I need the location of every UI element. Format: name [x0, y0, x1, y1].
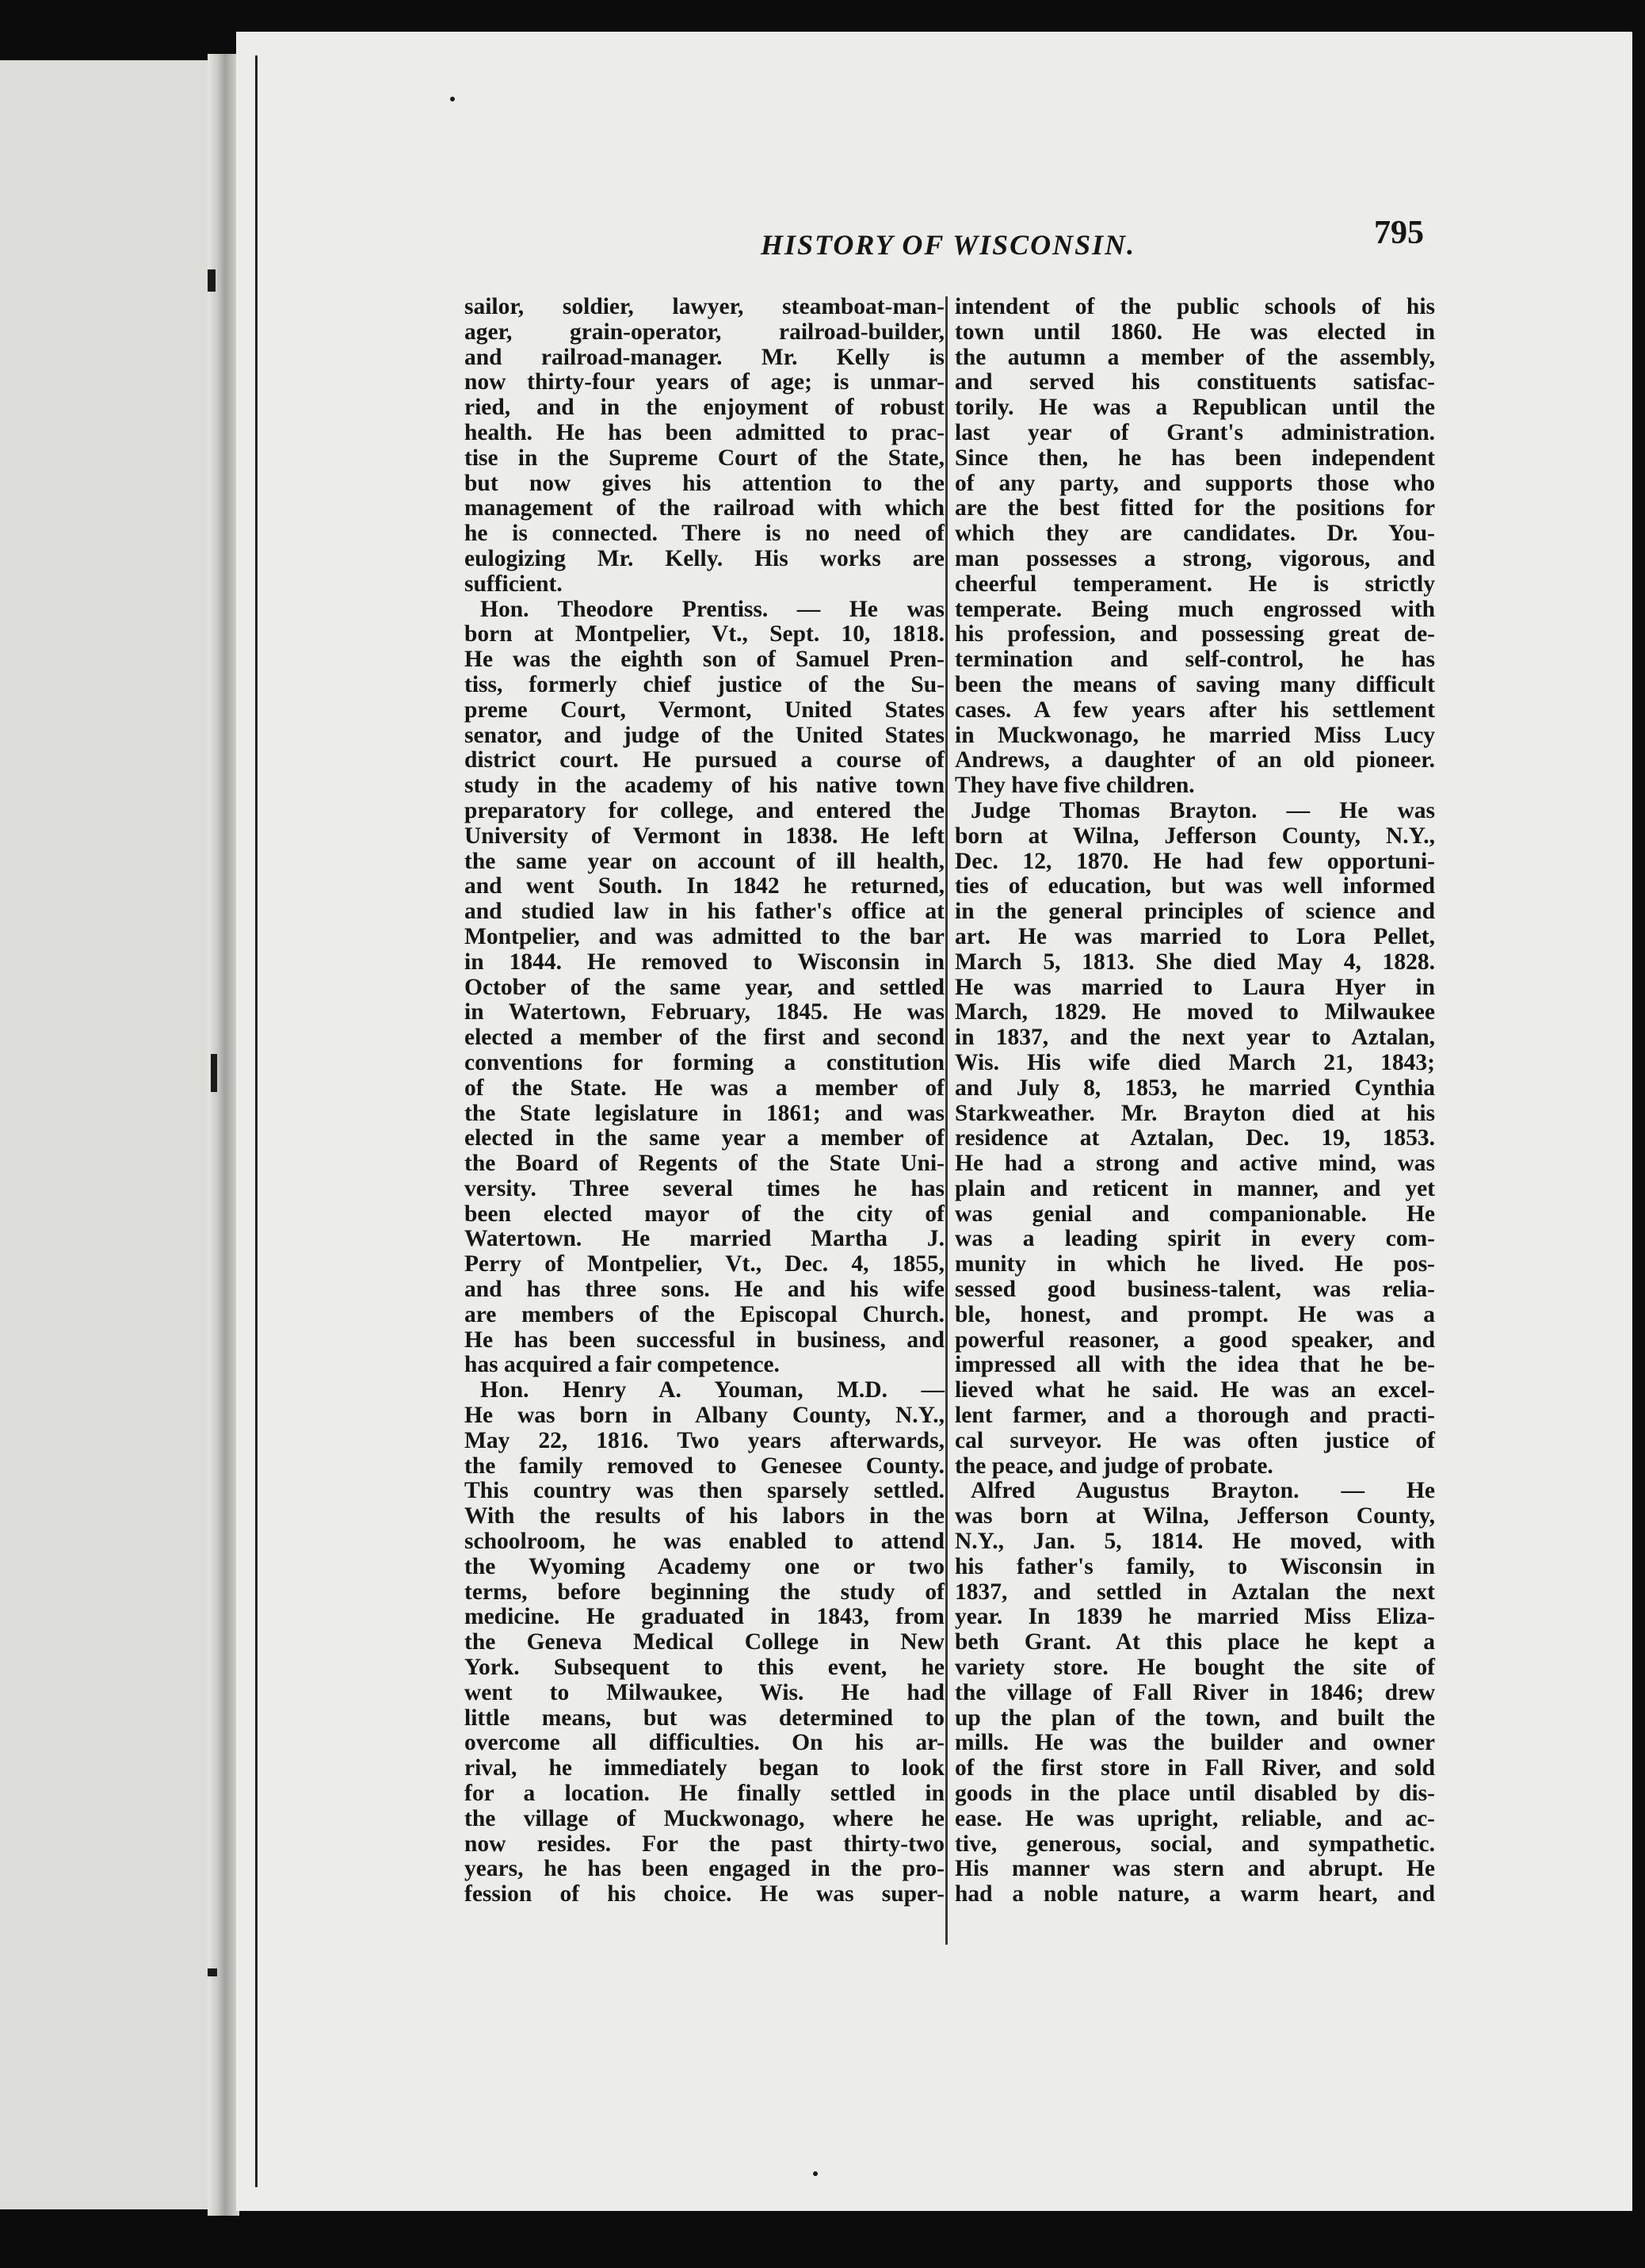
text-line: Starkweather. Mr. Brayton died at his: [955, 1100, 1435, 1126]
text-line: and has three sons. He and his wife: [464, 1277, 945, 1303]
text-line: district court. He pursued a course of: [464, 747, 945, 773]
text-line: He was married to Laura Hyer in: [955, 974, 1435, 1000]
page-edge-line: [255, 55, 258, 2187]
text-line: management of the railroad with which: [464, 495, 945, 521]
text-line: his profession, and possessing great de-: [955, 621, 1435, 647]
text-line: had a noble nature, a warm heart, and: [955, 1881, 1435, 1907]
text-line: schoolroom, he was enabled to attend: [464, 1529, 945, 1555]
text-line: man possesses a strong, vigorous, and: [955, 545, 1435, 571]
text-line: the family removed to Genesee County.: [464, 1453, 945, 1479]
text-line: October of the same year, and settled: [464, 974, 945, 1000]
text-line: born at Montpelier, Vt., Sept. 10, 1818.: [464, 621, 945, 647]
text-line: in Watertown, February, 1845. He was: [464, 999, 945, 1025]
text-line: the village of Fall River in 1846; drew: [955, 1679, 1435, 1705]
text-line: has acquired a fair competence.: [464, 1352, 780, 1378]
text-line: art. He was married to Lora Pellet,: [955, 923, 1435, 949]
text-line: lieved what he said. He was an excel-: [955, 1377, 1435, 1403]
text-line: was genial and companionable. He: [955, 1201, 1435, 1227]
text-line: he is connected. There is no need of: [464, 521, 945, 547]
text-line: the autumn a member of the assembly,: [955, 344, 1435, 370]
text-line: intendent of the public schools of his: [955, 294, 1435, 319]
text-line: the Board of Regents of the State Uni-: [464, 1151, 945, 1177]
text-column-left: [464, 295, 945, 1907]
text-line: in Muckwonago, he married Miss Lucy: [955, 722, 1435, 748]
text-line: terms, before beginning the study of: [464, 1579, 945, 1605]
text-line: little means, but was determined to: [464, 1705, 945, 1731]
text-line: ager, grain-operator, railroad-builder,: [464, 319, 945, 345]
text-line: variety store. He bought the site of: [955, 1655, 1435, 1681]
binding-mark: [208, 269, 216, 292]
text-line: been elected mayor of the city of: [464, 1201, 945, 1227]
text-line: They have five children.: [955, 773, 1195, 799]
text-line: Since then, he has been independent: [955, 445, 1435, 471]
text-line: up the plan of the town, and built the: [955, 1705, 1435, 1731]
text-line: March, 1829. He moved to Milwaukee: [955, 999, 1435, 1025]
text-line: ried, and in the enjoyment of robust: [464, 395, 945, 421]
text-line: Montpelier, and was admitted to the bar: [464, 923, 945, 949]
text-line: and went South. In 1842 he returned,: [464, 873, 945, 899]
text-line: and served his constituents satisfac-: [955, 369, 1435, 395]
text-line: ties of education, but was well informed: [955, 873, 1435, 899]
text-line: his father's family, to Wisconsin in: [955, 1553, 1435, 1579]
text-line: are members of the Episcopal Church.: [464, 1301, 945, 1327]
text-line: residence at Aztalan, Dec. 19, 1853.: [955, 1125, 1435, 1151]
text-line: of any party, and supports those who: [955, 470, 1435, 496]
text-line: beth Grant. At this place he kept a: [955, 1629, 1435, 1655]
text-line: in 1844. He removed to Wisconsin in: [464, 949, 945, 975]
text-line: preme Court, Vermont, United States: [464, 697, 945, 723]
text-line: Perry of Montpelier, Vt., Dec. 4, 1855,: [464, 1251, 945, 1277]
text-line: sufficient.: [464, 571, 563, 597]
binding-mark: [208, 1968, 217, 1976]
text-line: tise in the Supreme Court of the State,: [464, 445, 945, 471]
text-line: versity. Three several times he has: [464, 1175, 945, 1201]
text-line: went to Milwaukee, Wis. He had: [464, 1679, 945, 1705]
text-line: rival, he immediately began to look: [464, 1755, 945, 1781]
text-line: impressed all with the idea that he be-: [955, 1352, 1435, 1378]
text-line: overcome all difficulties. On his ar-: [464, 1730, 945, 1756]
text-line: This country was then sparsely settled.: [464, 1478, 945, 1504]
text-line: are the best fitted for the positions for: [955, 495, 1435, 521]
text-line: tiss, formerly chief justice of the Su-: [464, 671, 945, 697]
text-line: the village of Muckwonago, where he: [464, 1805, 945, 1831]
text-line: medicine. He graduated in 1843, from: [464, 1604, 945, 1630]
text-line: the Geneva Medical College in New: [464, 1629, 945, 1655]
text-line: cheerful temperament. He is strictly: [955, 571, 1435, 597]
text-line: sailor, soldier, lawyer, steamboat-man-: [464, 294, 945, 319]
text-line: termination and self-control, he has: [955, 647, 1435, 673]
text-line: eulogizing Mr. Kelly. His works are: [464, 545, 945, 571]
text-line: but now gives his attention to the: [464, 470, 945, 496]
text-line: Judge Thomas Brayton. — He was: [971, 797, 1435, 823]
text-line: and railroad-manager. Mr. Kelly is: [464, 344, 945, 370]
text-line: which they are candidates. Dr. You-: [955, 521, 1435, 547]
text-line: lent farmer, and a thorough and practi-: [955, 1403, 1435, 1429]
text-line: of the State. He was a member of: [464, 1075, 945, 1101]
text-line: Wis. His wife died March 21, 1843;: [955, 1049, 1435, 1075]
text-line: cases. A few years after his settlement: [955, 697, 1435, 723]
text-line: He was born in Albany County, N.Y.,: [464, 1403, 945, 1429]
text-line: University of Vermont in 1838. He left: [464, 823, 945, 849]
text-line: preparatory for college, and entered the: [464, 797, 945, 823]
text-line: been the means of saving many difficult: [955, 671, 1435, 697]
text-line: ble, honest, and prompt. He was a: [955, 1301, 1435, 1327]
text-line: the same year on account of ill health,: [464, 848, 945, 874]
text-line: He had a strong and active mind, was: [955, 1151, 1435, 1177]
text-line: conventions for forming a constitution: [464, 1049, 945, 1075]
text-line: 1837, and settled in Aztalan the next: [955, 1579, 1435, 1605]
text-line: York. Subsequent to this event, he: [464, 1655, 945, 1681]
text-line: His manner was stern and abrupt. He: [955, 1856, 1435, 1882]
text-line: mills. He was the builder and owner: [955, 1730, 1435, 1756]
text-line: now thirty-four years of age; is unmar-: [464, 369, 945, 395]
text-line: senator, and judge of the United States: [464, 722, 945, 748]
text-line: the State legislature in 1861; and was: [464, 1100, 945, 1126]
text-line: May 22, 1816. Two years afterwards,: [464, 1427, 945, 1453]
text-line: With the results of his labors in the: [464, 1503, 945, 1529]
text-line: elected a member of the first and second: [464, 1025, 945, 1051]
text-line: elected in the same year a member of: [464, 1125, 945, 1151]
text-line: plain and reticent in manner, and yet: [955, 1175, 1435, 1201]
page-speck: [450, 97, 455, 101]
text-line: Hon. Theodore Prentiss. — He was: [480, 596, 945, 622]
text-line: in 1837, and the next year to Aztalan,: [955, 1025, 1435, 1051]
text-line: year. In 1839 he married Miss Eliza-: [955, 1604, 1435, 1630]
book-gutter: [208, 54, 239, 2216]
text-line: cal surveyor. He was often justice of: [955, 1427, 1435, 1453]
text-line: health. He has been admitted to prac-: [464, 419, 945, 445]
text-line: tive, generous, social, and sympathetic.: [955, 1831, 1435, 1857]
text-line: study in the academy of his native town: [464, 773, 945, 799]
text-line: sessed good business-talent, was relia-: [955, 1277, 1435, 1303]
text-line: was born at Wilna, Jefferson County,: [955, 1503, 1435, 1529]
text-line: He was the eighth son of Samuel Pren-: [464, 647, 945, 673]
running-head: HISTORY OF WISCONSIN.: [761, 229, 1136, 261]
text-line: N.Y., Jan. 5, 1814. He moved, with: [955, 1529, 1435, 1555]
text-line: years, he has been engaged in the pro-: [464, 1856, 945, 1882]
binding-mark: [211, 1054, 217, 1092]
text-line: last year of Grant's administration.: [955, 419, 1435, 445]
text-line: fession of his choice. He was super-: [464, 1881, 945, 1907]
text-line: Andrews, a daughter of an old pioneer.: [955, 747, 1435, 773]
text-line: Watertown. He married Martha J.: [464, 1226, 945, 1252]
text-column-right: [955, 295, 1435, 1907]
text-line: and July 8, 1853, he married Cynthia: [955, 1075, 1435, 1101]
text-line: born at Wilna, Jefferson County, N.Y.,: [955, 823, 1435, 849]
text-line: powerful reasoner, a good speaker, and: [955, 1327, 1435, 1353]
column-rule: [945, 296, 948, 1945]
text-line: munity in which he lived. He pos-: [955, 1251, 1435, 1277]
text-line: Hon. Henry A. Youman, M.D. —: [480, 1377, 945, 1403]
facing-page-edge: [0, 60, 219, 2209]
page-speck: [813, 2171, 818, 2176]
page-number: 795: [1374, 215, 1424, 251]
text-line: of the first store in Fall River, and sold: [955, 1755, 1435, 1781]
text-line: Alfred Augustus Brayton. — He: [971, 1478, 1435, 1504]
text-line: the Wyoming Academy one or two: [464, 1553, 945, 1579]
text-line: ease. He was upright, reliable, and ac-: [955, 1805, 1435, 1831]
text-line: now resides. For the past thirty-two: [464, 1831, 945, 1857]
text-line: torily. He was a Republican until the: [955, 395, 1435, 421]
text-line: for a location. He finally settled in: [464, 1781, 945, 1807]
text-line: the peace, and judge of probate.: [955, 1453, 1273, 1479]
text-line: town until 1860. He was elected in: [955, 319, 1435, 345]
text-line: and studied law in his father's office at: [464, 899, 945, 925]
text-line: He has been successful in business, and: [464, 1327, 945, 1353]
text-line: in the general principles of science and: [955, 899, 1435, 925]
text-line: goods in the place until disabled by dis-: [955, 1781, 1435, 1807]
text-line: Dec. 12, 1870. He had few opportuni-: [955, 848, 1435, 874]
text-line: temperate. Being much engrossed with: [955, 596, 1435, 622]
text-line: March 5, 1813. She died May 4, 1828.: [955, 949, 1435, 975]
text-line: was a leading spirit in every com-: [955, 1226, 1435, 1252]
